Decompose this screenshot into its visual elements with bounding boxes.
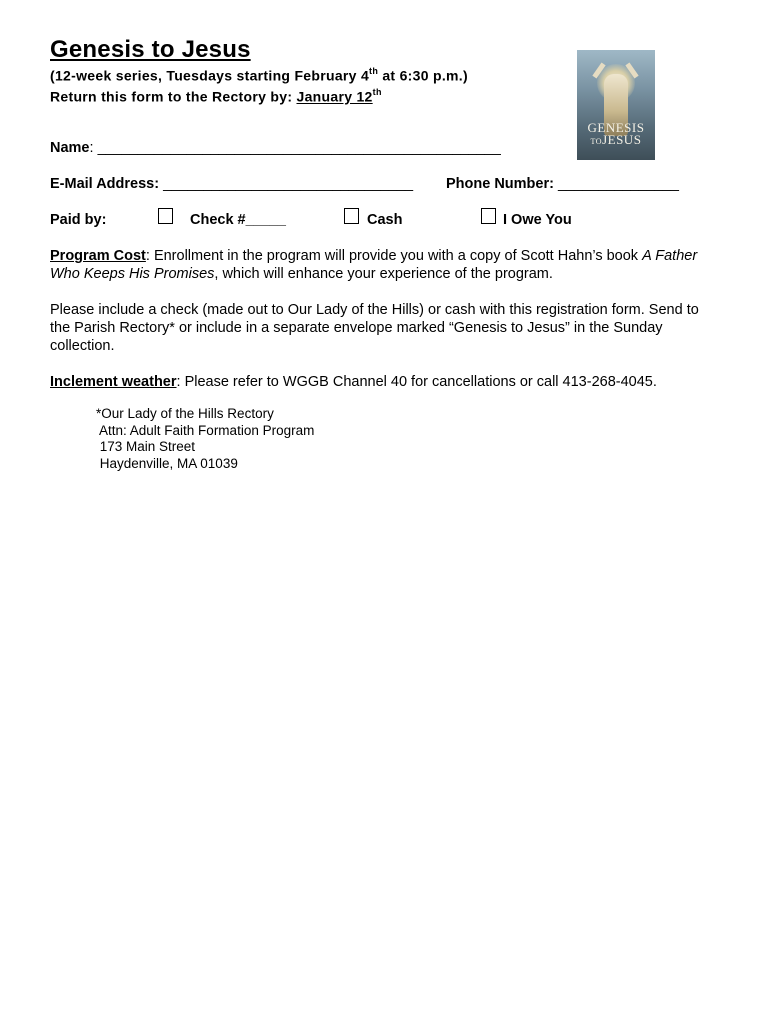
owe-checkbox[interactable] <box>481 208 496 224</box>
email-label: E-Mail Address: <box>50 176 164 192</box>
weather-text: : Please refer to WGGB Channel 40 for cancellations or call 413-268-4045. <box>176 374 657 390</box>
owe-option-label: I Owe You <box>503 212 572 228</box>
weather-label: Inclement weather <box>50 374 177 390</box>
check-checkbox[interactable] <box>158 208 173 224</box>
program-cost-label: Program Cost <box>50 248 146 264</box>
return-instruction <box>50 88 382 105</box>
cash-checkbox[interactable] <box>344 208 359 224</box>
series-text-end: at 6:30 p.m.) <box>378 67 468 84</box>
rectory-address <box>96 406 314 472</box>
name-label: Name <box>50 140 90 156</box>
book-cover-title-jesus <box>577 132 655 148</box>
weather-paragraph <box>50 373 718 391</box>
phone-label: Phone Number: <box>446 176 558 192</box>
cash-option-label: Cash <box>367 212 403 228</box>
return-date-ordinal: th <box>372 87 382 97</box>
payment-instructions: Please include a check (made out to Our Lady of the Hills) or cash with this registration form. Send to the Parish Rectory* or include in a separate envelope marked “Genesis to Jesus” in the Sunday collection. <box>50 302 699 354</box>
address-line-2: Attn: Adult Faith Formation Program <box>96 422 315 438</box>
address-line-3: 173 Main Street <box>96 439 196 454</box>
phone-input-line[interactable]: _______________ <box>557 176 679 192</box>
return-text: Return this form to the Rectory by: <box>50 88 297 105</box>
book-cover-image <box>577 50 655 160</box>
series-info <box>50 67 468 84</box>
program-cost-text: : Enrollment in the program will provide you with a copy of Scott Hahn’s book <box>145 248 643 264</box>
series-ordinal: th <box>369 66 379 76</box>
email-field[interactable] <box>50 176 413 192</box>
return-date: January 12 <box>296 88 373 105</box>
paid-by-label: Paid by: <box>50 212 107 228</box>
name-colon: : <box>89 140 98 156</box>
check-option-label: Check #_____ <box>190 212 286 228</box>
address-line-1: *Our Lady of the Hills Rectory <box>96 406 274 421</box>
series-text-start: (12-week series, Tuesdays starting February 4 <box>50 67 370 84</box>
phone-field[interactable] <box>446 176 679 192</box>
book-cover-title-jesus-word: JESUS <box>602 132 642 147</box>
program-cost-paragraph <box>50 247 718 283</box>
program-cost-text-end: , which will enhance your experience of the program. <box>214 266 553 282</box>
email-input-line[interactable]: _______________________________ <box>163 176 414 192</box>
name-input-line[interactable]: __________________________________________________ <box>97 140 501 156</box>
address-line-4: Haydenville, MA 01039 <box>96 455 238 471</box>
book-title: A Father Who Keeps His Promises <box>50 248 698 282</box>
book-cover-title-genesis: GENESIS <box>587 120 645 135</box>
page-title: Genesis to Jesus <box>50 36 251 63</box>
name-field[interactable] <box>50 140 501 156</box>
book-cover-title-to: TO <box>590 137 603 146</box>
